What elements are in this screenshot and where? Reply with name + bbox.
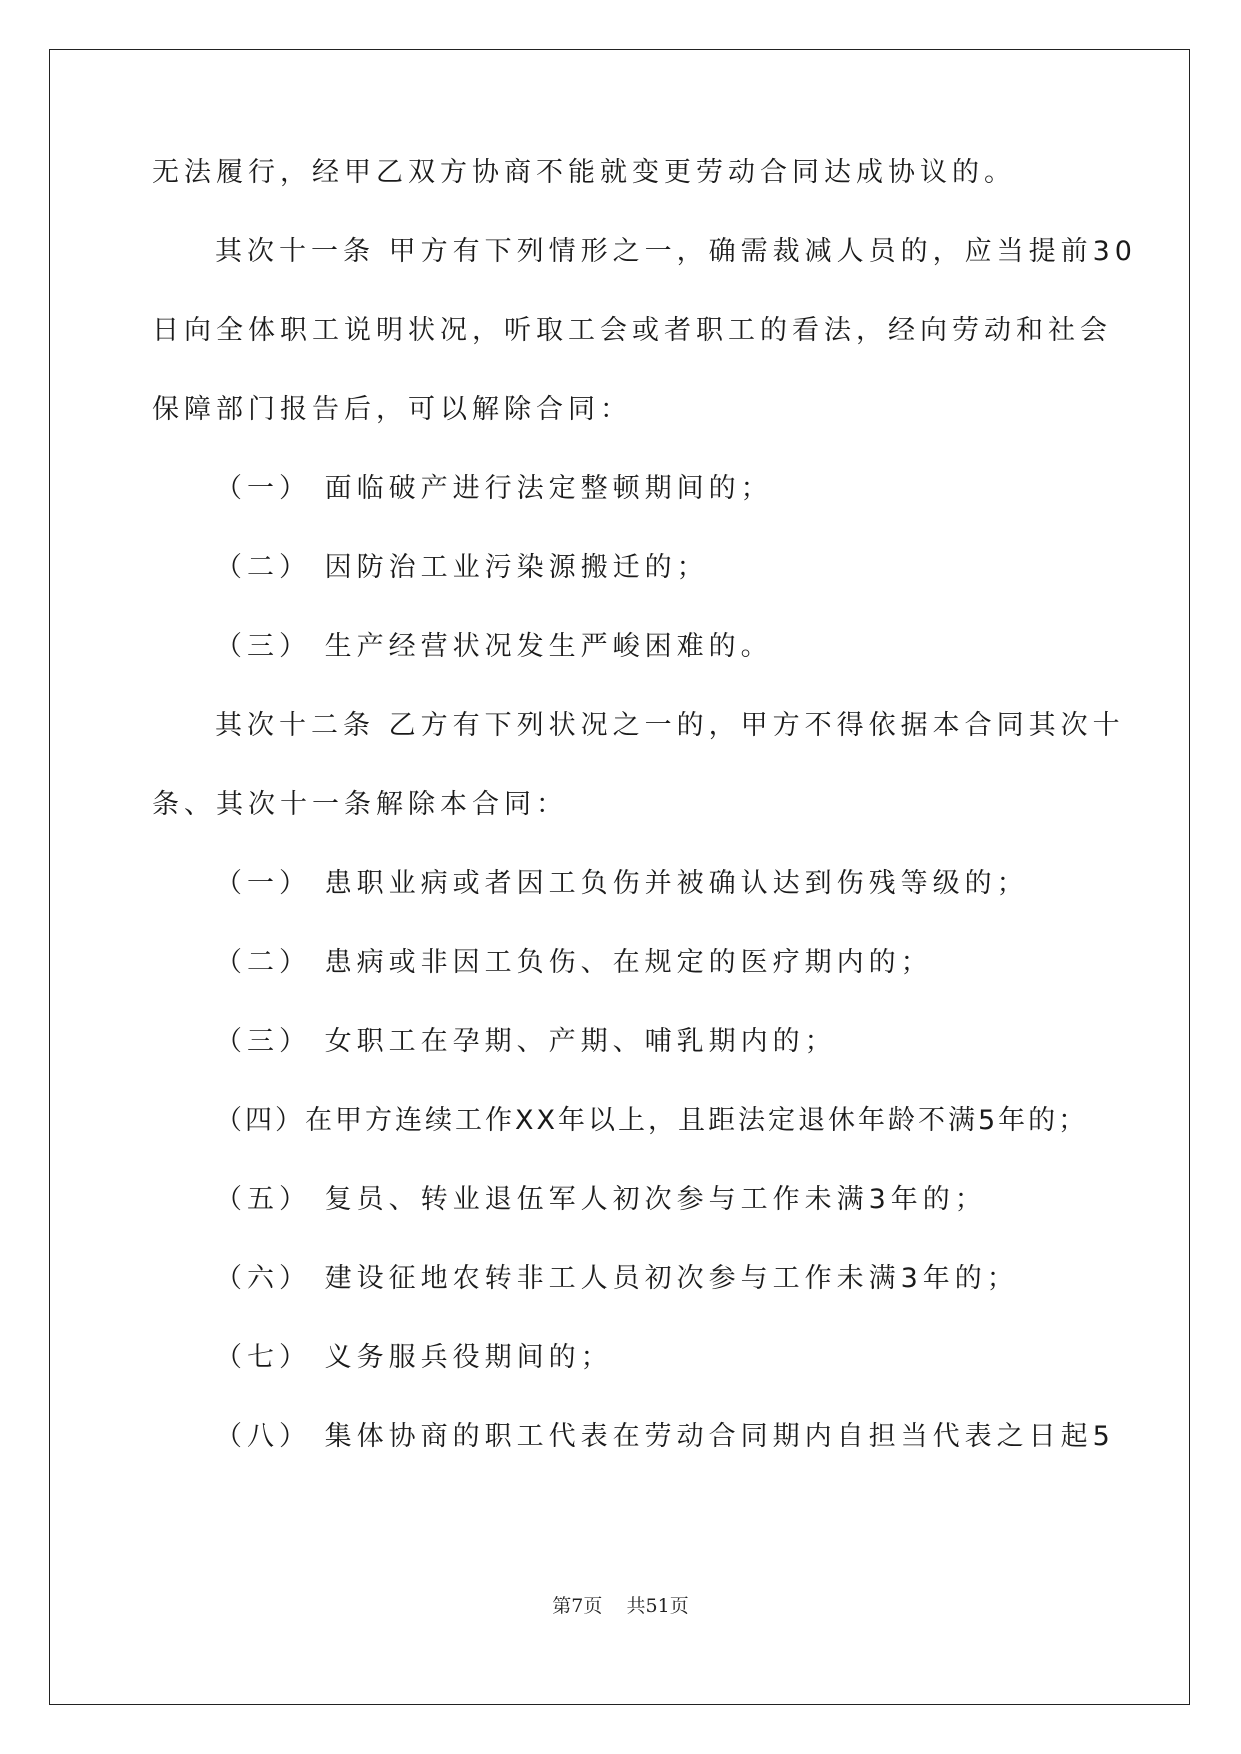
page-total: 共51页 bbox=[626, 1595, 689, 1617]
page-footer bbox=[0, 1591, 1241, 1618]
list-item: （六） 建设征地农转非工人员初次参与工作未满3年的； bbox=[215, 1263, 1019, 1294]
list-item: （七） 义务服兵役期间的； bbox=[215, 1342, 613, 1373]
paragraph-line: 无法履行，经甲乙双方协商不能就变更劳动合同达成协议的。 bbox=[152, 157, 1016, 188]
list-item: （八） 集体协商的职工代表在劳动合同期内自担当代表之日起5 bbox=[215, 1421, 1115, 1452]
list-item: （一） 面临破产进行法定整顿期间的； bbox=[215, 473, 773, 504]
list-item: （五） 复员、转业退伍军人初次参与工作未满3年的； bbox=[215, 1184, 987, 1215]
list-item: （三） 女职工在孕期、产期、哺乳期内的； bbox=[215, 1026, 837, 1057]
article-12-heading-line: 其次十二条 乙方有下列状况之一的，甲方不得依据本合同其次十 bbox=[215, 710, 1125, 741]
list-item: （一） 患职业病或者因工负伤并被确认达到伤残等级的； bbox=[215, 868, 1029, 899]
list-item: （二） 患病或非因工负伤、在规定的医疗期内的； bbox=[215, 947, 933, 978]
page-number: 第7页 bbox=[552, 1595, 603, 1617]
list-item: （三） 生产经营状况发生严峻困难的。 bbox=[215, 631, 773, 662]
list-item: （四）在甲方连续工作XX年以上，且距法定退休年龄不满5年的； bbox=[215, 1105, 1089, 1136]
paragraph-line: 保障部门报告后，可以解除合同： bbox=[152, 394, 632, 425]
list-item: （二） 因防治工业污染源搬迁的； bbox=[215, 552, 709, 583]
article-11-heading-line: 其次十一条 甲方有下列情形之一，确需裁减人员的，应当提前30 bbox=[215, 236, 1137, 267]
paragraph-line: 日向全体职工说明状况，听取工会或者职工的看法，经向劳动和社会 bbox=[152, 315, 1112, 346]
paragraph-line: 条、其次十一条解除本合同： bbox=[152, 789, 568, 820]
